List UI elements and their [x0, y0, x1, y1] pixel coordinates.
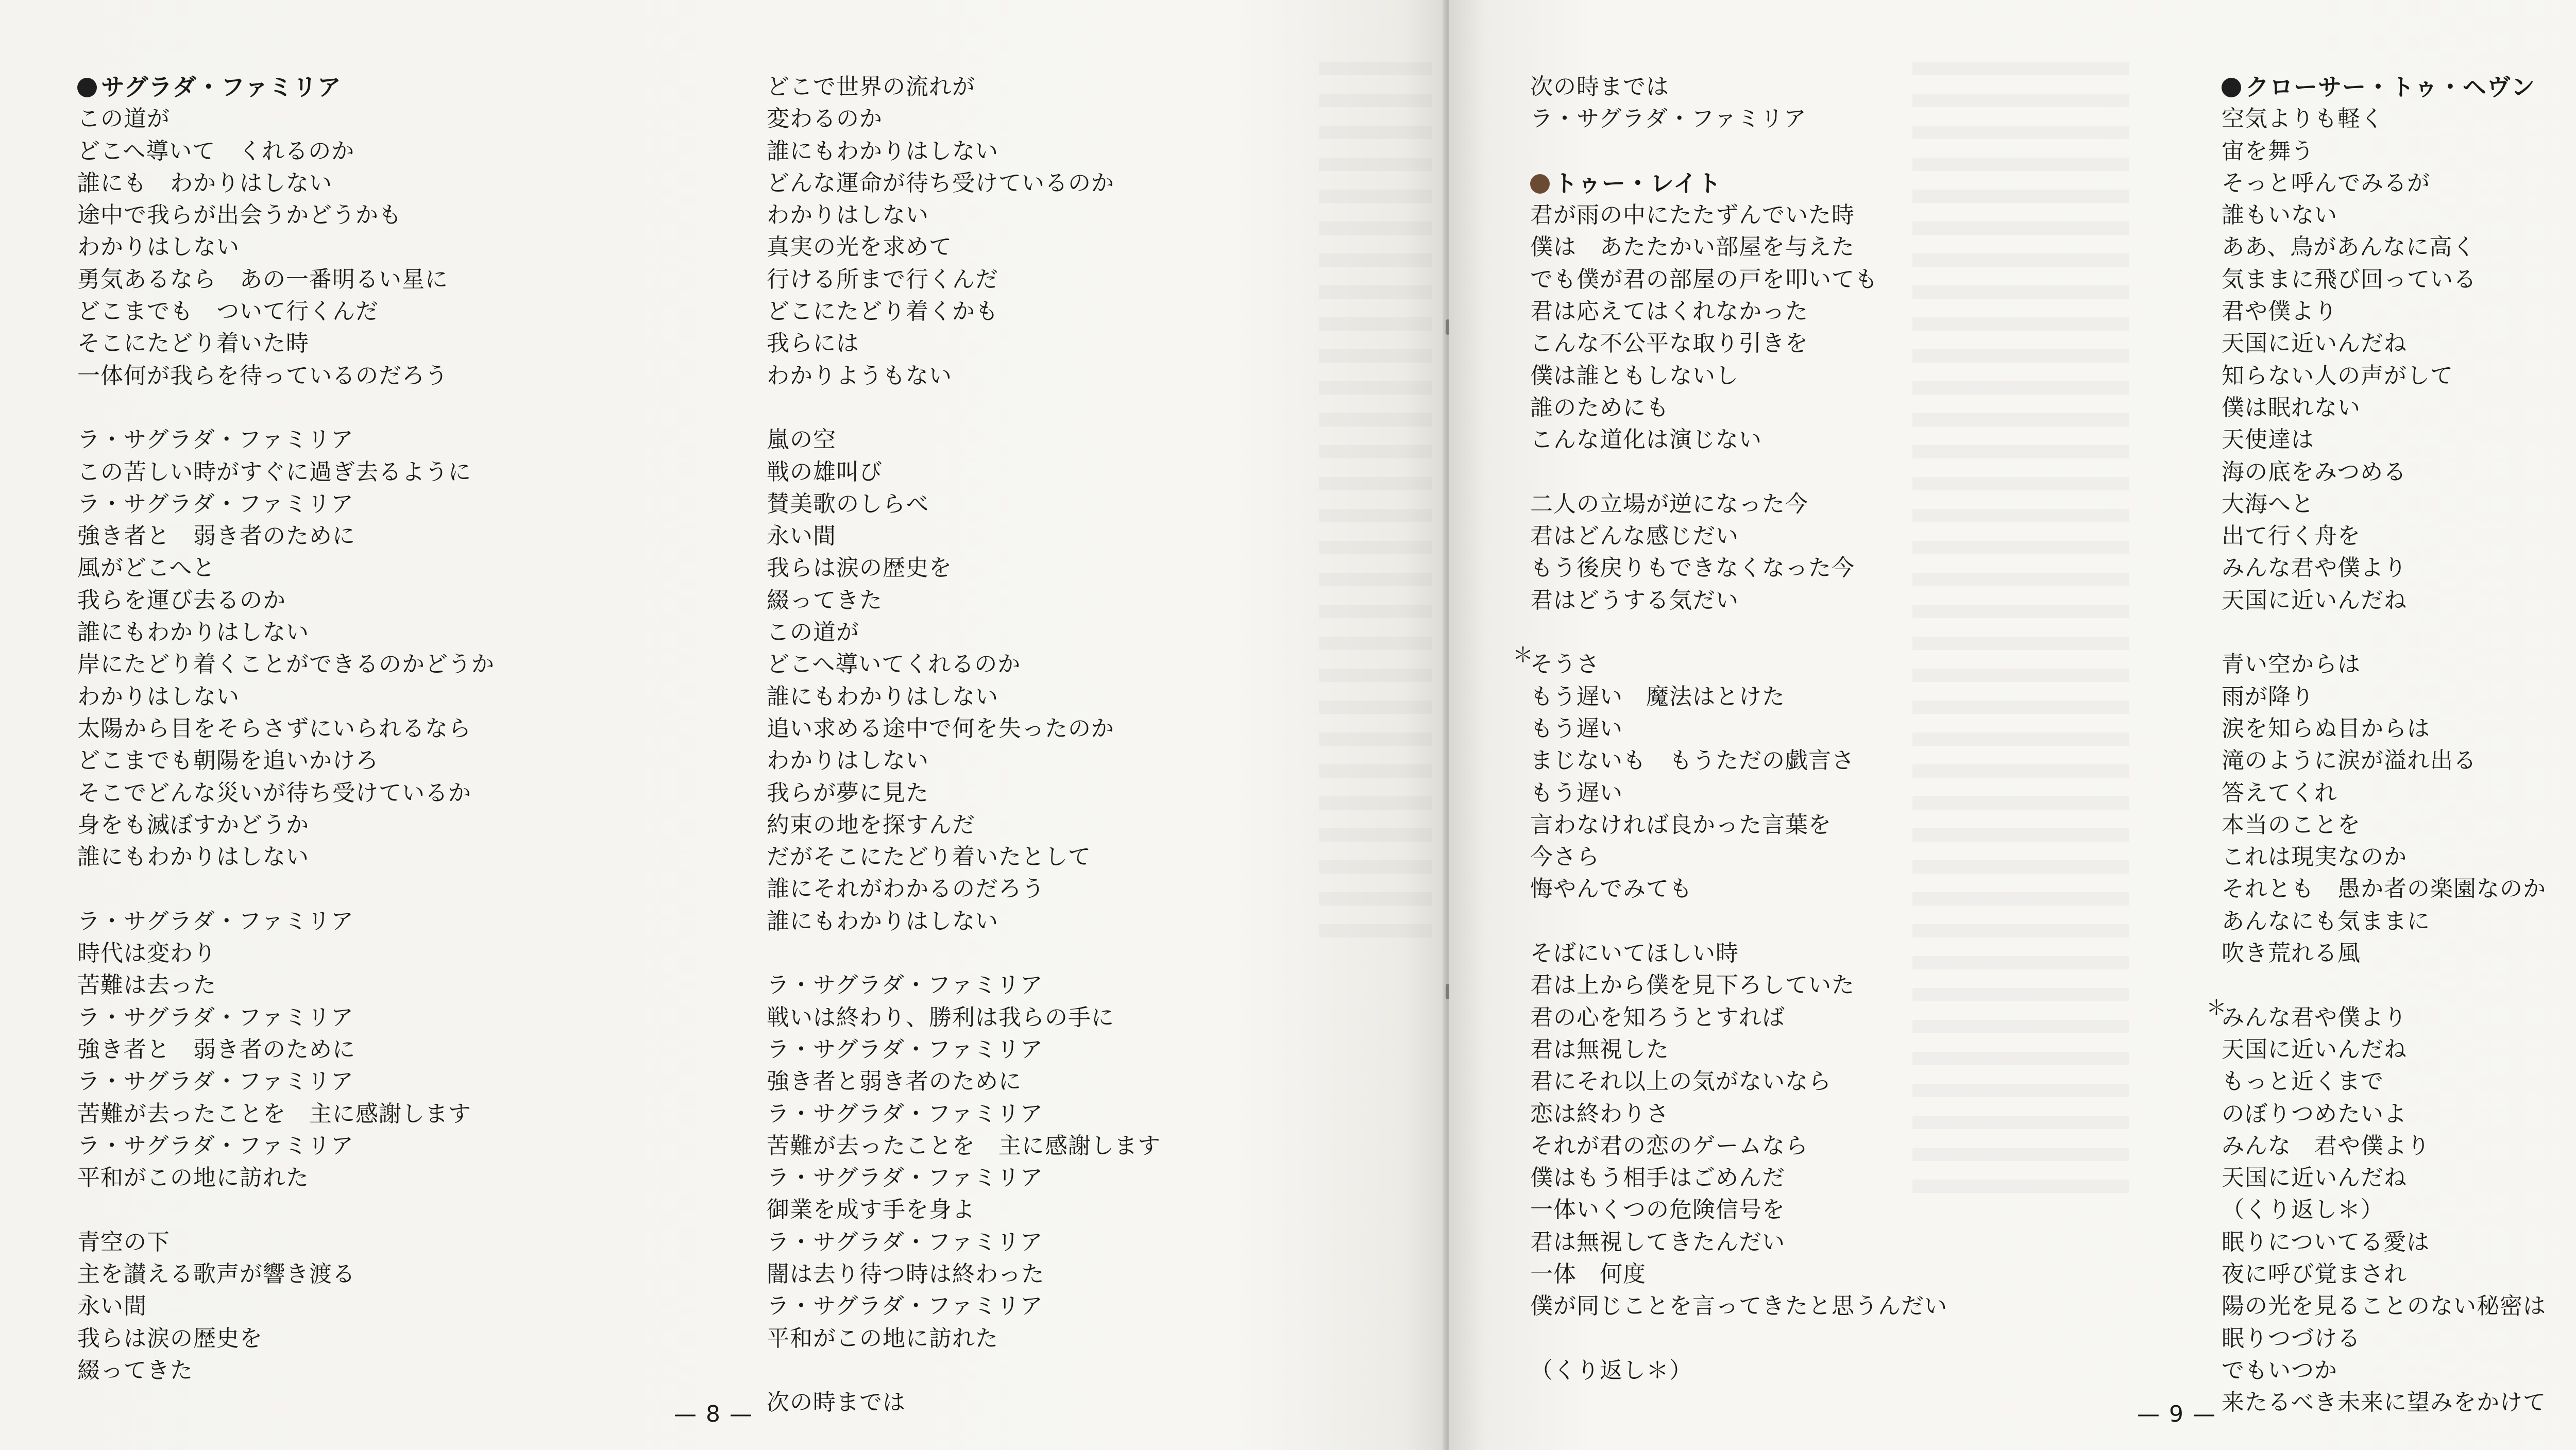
lyric-line: 嵐の空 [767, 427, 836, 453]
lyric-line: 君が雨の中にたたずんでいた時 [1530, 202, 1855, 229]
lyric-line: 空気よりも軽く [2222, 106, 2384, 132]
lyric-line: 我らには [767, 330, 859, 357]
lyric-line: そうさ [1530, 651, 1600, 678]
lyric-line: 平和がこの地に訪れた [77, 1165, 309, 1191]
lyric-line: どこまでも ついて行くんだ [77, 298, 379, 325]
lyric-line: でも僕が君の部屋の戸を叩いても [1530, 266, 1878, 293]
lyric-line: だがそこにたどり着いたとして [767, 844, 1091, 871]
lyric-line: これは現実なのか [2222, 844, 2407, 871]
lyric-line: 眠りについてる愛は [2222, 1229, 2430, 1255]
lyric-line: 君はどんな感じだい [1530, 523, 1739, 550]
lyric-line: 出て行く舟を [2222, 523, 2361, 550]
lyric-line: 陽の光を見ることのない秘密は [2222, 1293, 2546, 1320]
lyric-line: 僕が同じことを言ってきたと思うんだい [1530, 1293, 1947, 1320]
lyric-line [767, 392, 1161, 424]
lyric-line: みんな君や僕より [2222, 555, 2407, 582]
lyric-line: 太陽から目をそらさずにいられるなら [77, 715, 471, 742]
lyric-line: 君は上から僕を見下ろしていた [1530, 972, 1855, 999]
lyric-line: どこへ導いて くれるのか [77, 138, 355, 164]
lyric-line: 時代は変わり [77, 940, 216, 967]
lyric-line: 綴ってきた [767, 587, 883, 613]
lyric-line: 言わなければ良かった言葉を [1530, 811, 1832, 838]
lyric-line: 苦難が去ったことを 主に感謝します [767, 1132, 1161, 1159]
lyric-line: ラ・サグラダ・ファミリア [77, 1132, 354, 1159]
lyric-line: 一体いくつの危険信号を [1530, 1197, 1785, 1223]
lyric-line: 風がどこへと [77, 555, 216, 582]
lyric-line: どこまでも朝陽を追いかけろ [77, 747, 379, 774]
lyric-line: この苦しい時がすぐに過ぎ去るように [77, 458, 471, 485]
bullet-icon [1530, 174, 1550, 194]
lyric-line [1530, 456, 1947, 488]
lyric-line: そこにたどり着いた時 [77, 330, 309, 357]
bullet-icon [77, 78, 97, 97]
bullet-icon [2222, 78, 2241, 97]
lyric-line: どこへ導いてくれるのか [767, 651, 1021, 678]
lyric-line: 君の心を知ろうとすれば [1530, 1004, 1785, 1031]
lyric-line: あんなにも気ままに [2222, 908, 2430, 934]
lyric-line: この道が [767, 619, 859, 646]
lyric-line: もう遅い [1530, 715, 1623, 742]
lyric-line: 知らない人の声がして [2222, 362, 2453, 389]
lyric-line: 約束の地を探すんだ [767, 811, 975, 838]
lyric-line: 誰のためにも [1530, 394, 1669, 421]
lyric-line [77, 873, 495, 905]
lyric-line: 永い間 [77, 1293, 147, 1320]
lyric-line: 今さら [1530, 844, 1600, 871]
lyric-line: それが君の恋のゲームなら [1530, 1132, 1808, 1159]
lyric-line: 我らは涙の歴史を [767, 555, 952, 582]
lyric-line: 誰にもわかりはしない [77, 844, 309, 871]
lyric-line: ラ・サグラダ・ファミリア [77, 1068, 354, 1095]
lyric-line: 戦いは終わり、勝利は我らの手に [767, 1004, 1114, 1031]
lyric-line: ラ・サグラダ・ファミリア [767, 1293, 1043, 1320]
lyric-line: 僕は あたたかい部屋を与えた [1530, 234, 1855, 261]
lyric-line: 平和がこの地に訪れた [767, 1325, 998, 1352]
lyric-line: 二人の立場が逆になった今 [1530, 490, 1808, 517]
lyric-line: 永い間 [767, 523, 836, 550]
lyric-line: 主を讃える歌声が響き渡る [77, 1260, 355, 1287]
lyric-line: 一体 何度 [1530, 1260, 1646, 1287]
lyric-line: 誰にもわかりはしない [767, 908, 998, 934]
lyric-line: のぼりつめたいよ [2222, 1100, 2407, 1127]
lyric-line: 吹き荒れる風 [2222, 940, 2361, 967]
lyric-line: 強き者と 弱き者のために [77, 523, 355, 550]
lyric-line: 誰もいない [2222, 202, 2337, 229]
song-title-sagrada-familia: サグラダ・ファミリア [77, 71, 495, 103]
lyric-line: 宙を舞う [2222, 138, 2314, 164]
chorus-asterisk-mark: ＊ [1513, 643, 1533, 667]
lyric-line: 闇は去り待つ時は終わった [767, 1260, 1045, 1287]
lyric-line: ラ・サグラダ・ファミリア [767, 972, 1043, 999]
lyric-line [767, 1355, 1161, 1387]
lyric-line: 我らが夢に見た [767, 779, 929, 806]
lyric-line [767, 937, 1161, 969]
lyric-line: 僕はもう相手はごめんだ [1530, 1165, 1785, 1191]
lyric-line: 追い求める途中で何を失ったのか [767, 715, 1114, 742]
lyric-line: 次の時までは [1530, 74, 1669, 100]
lyric-line [1530, 1323, 1947, 1355]
lyric-line: 天国に近いんだね [2222, 1165, 2407, 1191]
lyric-line: 誰にもわかりはしない [767, 138, 998, 164]
lyric-line: 君は無視してきたんだい [1530, 1229, 1785, 1255]
lyric-line: 綴ってきた [77, 1357, 193, 1384]
lyric-line: 岸にたどり着くことができるのかどうか [77, 651, 495, 678]
lyric-line: 眠りつづける [2222, 1325, 2361, 1352]
chorus-asterisk-mark: ＊ [2206, 996, 2227, 1020]
lyric-line: 我らを運び去るのか [77, 587, 286, 613]
lyric-line: ラ・サグラダ・ファミリア [767, 1165, 1043, 1191]
lyric-line: 青空の下 [77, 1229, 170, 1255]
lyric-line: 本当のことを [2222, 811, 2361, 838]
lyric-line: （くり返し＊） [2222, 1197, 2384, 1223]
lyric-line: （くり返し＊） [1530, 1357, 1692, 1384]
lyric-line: 君や僕より [2222, 298, 2337, 325]
lyric-line: 気ままに飛び回っている [2222, 266, 2477, 293]
right-page [1449, 0, 2576, 1450]
lyric-line: 天国に近いんだね [2222, 1036, 2407, 1063]
lyric-line: 雨が降り [2222, 683, 2314, 710]
lyric-line [2222, 969, 2546, 1001]
lyric-line: この道が [77, 106, 170, 132]
lyric-line: 答えてくれ [2222, 779, 2337, 806]
lyric-line: まじないも もうただの戯言さ [1530, 747, 1855, 774]
lyric-line: ラ・サグラダ・ファミリア [77, 427, 354, 453]
lyric-line: どこにたどり着くかも [767, 298, 998, 325]
song-title-too-late: トゥー・レイト [1530, 167, 1947, 199]
lyric-line: どんな運命が待ち受けているのか [767, 169, 1114, 196]
lyric-line: 次の時までは [767, 1389, 906, 1416]
lyric-line: 君は無視した [1530, 1036, 1669, 1063]
lyric-line: 恋は終わりさ [1530, 1100, 1669, 1127]
lyric-line: 苦難が去ったことを 主に感謝します [77, 1100, 471, 1127]
lyric-line: そこでどんな災いが待ち受けているか [77, 779, 471, 806]
lyric-line: 強き者と弱き者のために [767, 1068, 1022, 1095]
lyric-line: 僕は眠れない [2222, 394, 2361, 421]
lyric-line: わかりはしない [767, 747, 929, 774]
lyric-line: もう後戻りもできなくなった今 [1530, 555, 1855, 582]
song-title-closer-to-heaven: クローサー・トゥ・ヘヴン [2222, 71, 2546, 103]
lyric-line: 真実の光を求めて [767, 234, 952, 261]
page-number-8: — 8 — [674, 1401, 753, 1427]
lyric-line: わかりようもない [767, 362, 952, 389]
lyric-line: ラ・サグラダ・ファミリア [767, 1100, 1043, 1127]
lyric-line: わかりはしない [767, 202, 929, 229]
lyric-line: こんな不公平な取り引きを [1530, 330, 1808, 357]
lyric-line [1530, 906, 1947, 937]
lyric-line: 苦難は去った [77, 972, 216, 999]
lyric-line: ラ・サグラダ・ファミリア [77, 1004, 354, 1031]
lyric-line: 誰にもわかりはしない [77, 619, 309, 646]
lyric-line: 天国に近いんだね [2222, 330, 2407, 357]
lyric-line [1530, 617, 1947, 649]
lyric-line: もう遅い [1530, 779, 1623, 806]
lyric-line: わかりはしない [77, 234, 240, 261]
lyric-line: 天国に近いんだね [2222, 587, 2407, 613]
lyric-line: わかりはしない [77, 683, 240, 710]
lyric-line: 御業を成す手を身よ [767, 1197, 975, 1223]
lyric-line: ああ、鳥があんなに高く [2222, 234, 2476, 261]
lyric-line: 変わるのか [767, 106, 883, 132]
lyric-line: 天使達は [2222, 427, 2314, 453]
show-through-text [1319, 62, 1432, 937]
lyrics-column-too-late [1530, 71, 1947, 1387]
lyric-line: みんな君や僕より [2222, 1004, 2407, 1031]
lyric-line: 青い空からは [2222, 651, 2361, 678]
lyric-line: 大海へと [2222, 490, 2314, 517]
lyric-line: 滝のように涙が溢れ出る [2222, 747, 2477, 774]
lyric-line: 来たるべき未来に望みをかけて [2222, 1389, 2546, 1416]
lyrics-column-closer-to-heaven [2222, 71, 2546, 1419]
lyric-line: そばにいてほしい時 [1530, 940, 1739, 967]
lyric-line: 誰にもわかりはしない [767, 683, 998, 710]
lyric-line [2222, 617, 2546, 649]
lyric-line: 誰にそれがわかるのだろう [767, 876, 1045, 902]
lyric-line: 海の底をみつめる [2222, 458, 2407, 485]
lyric-line: 賛美歌のしらべ [767, 490, 929, 517]
lyric-line: 僕は誰ともしないし [1530, 362, 1739, 389]
lyric-line: 夜に呼び覚まされ [2222, 1260, 2407, 1287]
lyric-line: ラ・サグラダ・ファミリア [767, 1229, 1043, 1255]
lyric-line: 誰にも わかりはしない [77, 169, 332, 196]
lyric-line: 行ける所まで行くんだ [767, 266, 998, 293]
lyric-line: 君にそれ以上の気がないなら [1530, 1068, 1832, 1095]
lyric-line: 強き者と 弱き者のために [77, 1036, 355, 1063]
lyric-line: 身をも滅ぼすかどうか [77, 811, 309, 838]
lyric-line: どこで世界の流れが [767, 74, 975, 100]
lyric-line: ラ・サグラダ・ファミリア [767, 1036, 1043, 1063]
lyric-line: 我らは涙の歴史を [77, 1325, 263, 1352]
lyric-line: それとも 愚か者の楽園なのか [2222, 876, 2546, 902]
lyric-line: 一体何が我らを待っているのだろう [77, 362, 448, 389]
page-number-9: — 9 — [2137, 1401, 2216, 1427]
lyrics-column-sagrada-familia [77, 71, 495, 1387]
lyric-line: みんな 君や僕より [2222, 1132, 2430, 1159]
lyric-line: そっと呼んでみるが [2222, 169, 2430, 196]
lyric-line: もう遅い 魔法はとけた [1530, 683, 1785, 710]
lyric-line: こんな道化は演じない [1530, 427, 1762, 453]
lyric-line: 途中で我らが出会うかどうかも [77, 202, 402, 229]
lyric-line: 涙を知らぬ目からは [2222, 715, 2430, 742]
lyric-line: ラ・サグラダ・ファミリア [1530, 106, 1807, 132]
lyric-line: ラ・サグラダ・ファミリア [77, 490, 354, 517]
lyric-line: 悔やんでみても [1530, 876, 1692, 902]
lyric-line [77, 1194, 495, 1226]
lyric-line: 勇気あるなら あの一番明るい星に [77, 266, 448, 293]
lyric-line: もっと近くまで [2222, 1068, 2384, 1095]
stanza-break [1530, 135, 1947, 167]
lyric-line: 君は応えてはくれなかった [1530, 298, 1808, 325]
lyrics-column-sagrada-familia-continued [767, 71, 1161, 1419]
lyric-line [77, 392, 495, 424]
lyric-line: でもいつか [2222, 1357, 2337, 1384]
lyric-line: 戦の雄叫び [767, 458, 883, 485]
lyric-line: ラ・サグラダ・ファミリア [77, 908, 354, 934]
lyric-line: 君はどうする気だい [1530, 587, 1739, 613]
